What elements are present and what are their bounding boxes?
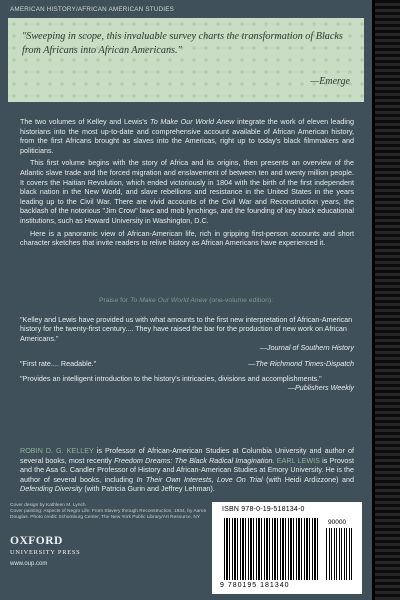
author-bios: ROBIN D. G. KELLEY is Professor of African-American Studies at Columbia University and author of several books, most recently Freedom Dreams: The Black Radical Imagination. EARL LEWIS is Provost and the Asa G. Candler Professor of History and African-American Studies at Emory University. He is the author of several books, including In Their Own Interests, Love On Trial (with Heidi Ardizzone) and Defending Diversity (with Patricia Gurin and Jeffrey Lehman). xyxy=(20,446,354,493)
publisher-logo: OXFORD xyxy=(10,535,63,547)
author-name-lewis: EARL LEWIS xyxy=(276,455,320,465)
author-name-kelley: ROBIN D. G. KELLEY xyxy=(20,446,94,455)
publisher-subname: UNIVERSITY PRESS xyxy=(10,549,81,556)
spine-edge xyxy=(372,0,375,600)
cover-painting-credit: Cover painting: Aspects of Negro Life: From Slavery through Reconstruction, 1934, by Aaron Douglas. Photo credit: Schomburg Center, The New York Public Library/Art Resource, NY xyxy=(10,509,207,520)
review-source: —Journal of Southern History xyxy=(259,343,354,353)
isbn-text: ISBN 978-0-19-518134-0 xyxy=(222,506,305,513)
review-source: —The Richmond Times-Dispatch xyxy=(248,358,354,368)
barcode-bars xyxy=(224,518,320,580)
description-paragraph-3: Here is a panoramic view of African-American life, rich in gripping first-person accounts and short character sketches that invite readers to relive history as African Americans have experienced it. xyxy=(20,228,354,248)
review-2 xyxy=(20,359,354,368)
description-paragraph-2: This first volume begins with the story of Africa and its origins, then presents an overview of the Atlantic slave trade and the forced migration and enslavement of between ten and twenty million people. It covers the Haitian Revolution, which ended victoriously in 1804 with the birth of the first independent black nation in the New World, and slave rebellions and resistance in the United States in the years leading up to the Civil War. There are vivid accounts of the Civil War and Reconstruction years, the backlash of the notorious "Jim Crow" laws and mob lynchings, and the founding of key black educational institutions, such as Howard University in Washington, D.C. xyxy=(20,158,354,225)
review-source: —Publishers Weekly xyxy=(287,383,354,393)
review-3 xyxy=(20,374,354,393)
review-quote: "First rate.... Readable." xyxy=(20,358,97,368)
publisher-website: www.oup.com xyxy=(10,561,48,567)
series-label: AMERICAN HISTORY/AFRICAN AMERICAN STUDIES xyxy=(10,6,175,13)
barcode-addon-number: 90000 xyxy=(328,519,347,526)
barcode-digits: 9 780195 181340 xyxy=(220,582,290,589)
praise-heading: Praise for To Make Our World Anew (one-volume edition): xyxy=(98,297,274,304)
review-quote: "Provides an intelligent introduction to the history's intricacies, divisions and accomplishments." xyxy=(20,374,322,384)
isbn-barcode xyxy=(212,502,362,594)
description-paragraph-1: The two volumes of Kelley and Lewis's To Make Our World Anew integrate the work of eleven leading historians into the most up-to-date and comprehensive account available of African American history, from the first Africans brought as slaves into the Americas, right up to today's black filmmakers and politicians. xyxy=(20,117,354,155)
reviews xyxy=(20,315,354,399)
barcode-addon-bars xyxy=(326,528,354,580)
review-1 xyxy=(20,315,354,353)
blurb-box xyxy=(8,18,364,102)
blurb-quote: "Sweeping in scope, this invaluable survey charts the transformation of Blacks from Africans into African Americans." xyxy=(22,31,343,56)
review-quote: "Kelley and Lewis have provided us with what amounts to the first new interpretation of African-American history for the twenty-first century.... They have raised the bar for the production of new work on African Americans." xyxy=(20,315,353,343)
cover-credits xyxy=(10,503,220,521)
blurb-attribution: —Emerge xyxy=(310,76,350,87)
book-spine xyxy=(372,0,400,600)
cover-design-credit: Cover design by Kathleen M. Lynch xyxy=(10,503,86,508)
book-description xyxy=(20,117,354,251)
